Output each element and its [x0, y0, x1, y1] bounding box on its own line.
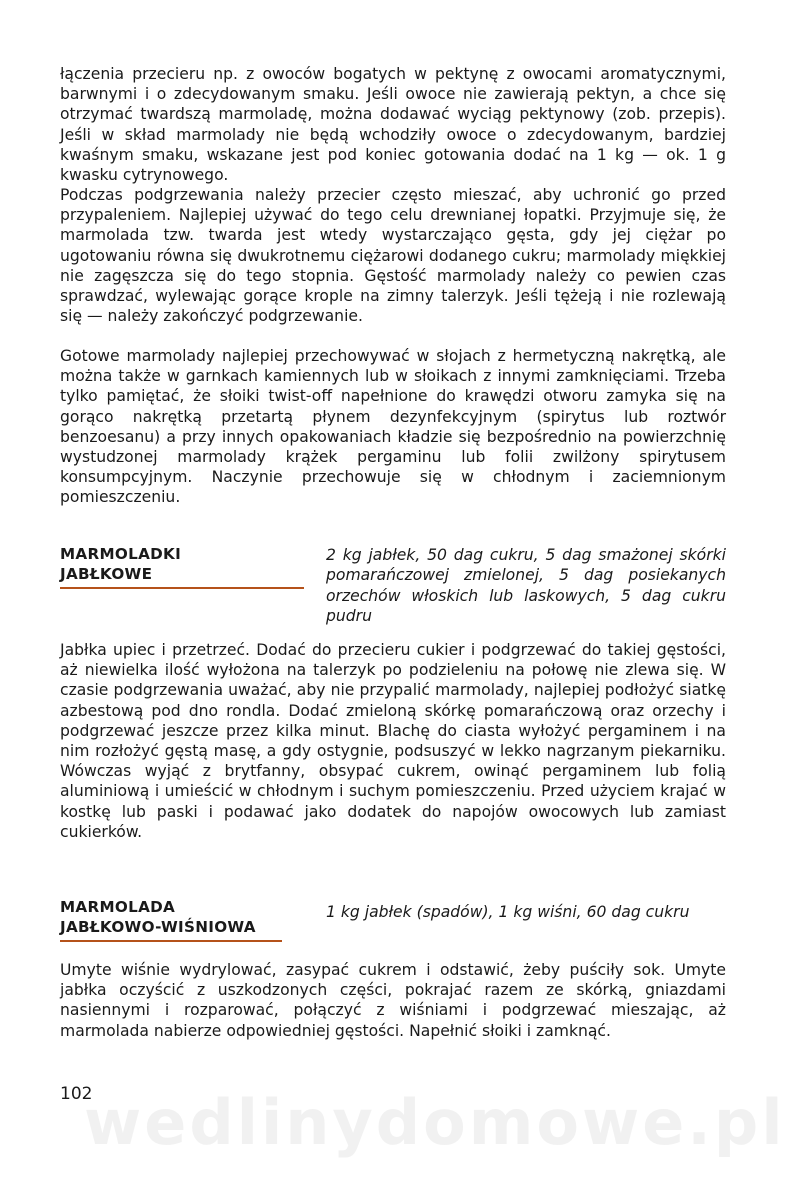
title-underline	[60, 940, 282, 942]
recipe-instructions: Umyte wiśnie wydrylować, zasypać cukrem i odstawić, żeby puściły sok. Umyte jabłka oczyścić z uszkodzonych części, pokrajać razem ze skórką, gniazdami nasiennymi i rozparować, połączyć z wiśniami i podgrzewać mieszając, aż marmolada nabierze odpowiedniej gęstości. Napełnić słoiki i zamknąć.	[60, 961, 726, 1040]
page-number: 102	[60, 1084, 93, 1104]
recipe-title-line: JABŁKOWE	[60, 564, 153, 583]
recipe-title-line: MARMOLADA	[60, 898, 176, 916]
title-underline	[60, 587, 304, 589]
intro-paragraph: łączenia przecieru np. z owoców bogatych w pektynę z owocami aromatycznymi, barwnymi i o zdecydowanym smaku. Jeśli owoce nie zawierają pektyn, a chce się otrzymać twardszą marmoladę, można dodawać wyciąg pektynowy (zob. przepis). Jeśli w skład marmolady nie będą wchodziły owoce o zdecydowanym, bardziej kwaśnym smaku, wskazane jest pod koniec gotowania dodać na 1 kg — ok. 1 g kwasku cytrynowego.	[60, 65, 726, 185]
recipe-title-marmolada-jablkowo-wisniowa	[60, 898, 304, 937]
watermark: wedlinydomowe.pl	[84, 1086, 786, 1159]
recipe-title-line: JABŁKOWO-WIŚNIOWA	[60, 917, 256, 936]
storage-paragraph: Gotowe marmolady najlepiej przechowywać w słojach z hermetyczną nakrętką, ale można także w garnkach kamiennych lub w słoikach z innymi zamknięciami. Trzeba tylko pamiętać, że słoiki twist-off napełnione do krawędzi otworu zamyka się na gorąco nakrętką przetartą płynem dezynfekcyjnym (spirytus lub roztwór benzoesanu) a przy innych opakowaniach kładzie się bezpośrednio na powierzchnię wystudzonej marmolady krążek pergaminu lub folii zwilżony spirytusem konsumpcyjnym. Naczynie przechowuje się w chłodnym i zaciemnionym pomieszczeniu.	[60, 347, 726, 507]
recipe-title-marmoladki-jablkowe	[60, 545, 304, 584]
recipe-title-line: MARMOLADKI	[60, 545, 182, 563]
heating-paragraph: Podczas podgrzewania należy przecier często mieszać, aby uchronić go przed przypaleniem. Najlepiej używać do tego celu drewnianej łopatki. Przyjmuje się, że marmolada tzw. twarda jest wtedy wystarczająco gęsta, gdy jej ciężar po ugotowaniu równa się dwukrotnemu ciężarowi dodanego cukru; marmolady miękkiej nie zagęszcza się do tego stopnia. Gęstość marmolady należy co pewien czas sprawdzać, wylewając gorące krople na zimny talerzyk. Jeśli tężeją i nie rozlewają się — należy zakończyć podgrzewanie.	[60, 186, 726, 326]
recipe-ingredients: 2 kg jabłek, 50 dag cukru, 5 dag smażonej skórki pomarańczowej zmielonej, 5 dag posiekanych orzechów włoskich lub laskowych, 5 dag cukru pudru	[326, 546, 726, 625]
recipe-instructions: Jabłka upiec i przetrzeć. Dodać do przecieru cukier i podgrzewać do takiej gęstości, aż niewielka ilość wyłożona na talerzyk po podzieleniu na połowę nie zlewa się. W czasie podgrzewania uważać, aby nie przypalić marmolady, najlepiej podłożyć siatkę azbestową pod dno rondla. Dodać zmieloną skórkę pomarańczową oraz orzechy i podgrzewać jeszcze przez kilka minut. Blachę do ciasta wyłożyć pergaminem i na nim rozłożyć gęstą masę, a gdy ostygnie, podsuszyć w lekko nagrzanym piekarniku. Wówczas wyjąć z brytfanny, obsypać cukrem, owinąć pergaminem lub folią aluminiową i umieścić w chłodnym i suchym pomieszczeniu. Przed użyciem krajać w kostkę lub paski i podawać jako dodatek do napojów owocowych lub zamiast cukierków.	[60, 641, 726, 841]
recipe-ingredients: 1 kg jabłek (spadów), 1 kg wiśni, 60 dag cukru	[326, 903, 690, 921]
